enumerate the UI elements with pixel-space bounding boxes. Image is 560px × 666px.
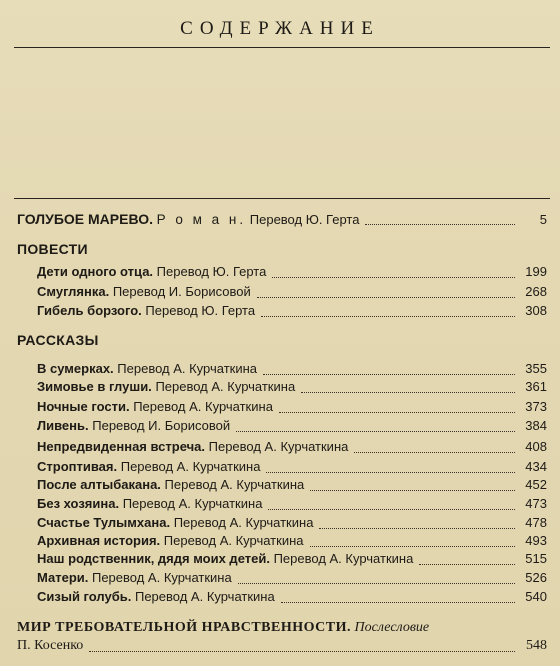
leader-dots [281, 601, 515, 603]
toc-entry[interactable] [37, 477, 547, 495]
entry-page: 452 [525, 477, 547, 492]
entry-label: Послесловие [354, 620, 430, 635]
toc-entry[interactable] [37, 379, 547, 397]
entry-translator: Перевод А. Курчаткина [164, 477, 305, 492]
section-heading-povesti: ПОВЕСТИ [17, 241, 88, 257]
toc-entry-afterword-author[interactable] [17, 638, 547, 656]
toc-entry[interactable] [37, 303, 547, 321]
entry-page: 5 [539, 212, 547, 227]
entry-translator: Перевод И. Борисовой [92, 418, 231, 433]
toc-entry[interactable] [37, 533, 547, 551]
entry-title: Смуглянка. [37, 284, 110, 299]
entry-translator: Перевод А. Курчаткина [134, 589, 275, 604]
entry-title: Непредвиденная встреча. [37, 439, 205, 454]
toc-entry[interactable] [37, 264, 547, 282]
entry-translator: Перевод Ю. Герта [145, 303, 256, 318]
entry-translator: Перевод Ю. Герта [156, 264, 267, 279]
entry-page: 355 [525, 361, 547, 376]
leader-dots [354, 451, 515, 453]
leader-dots [419, 563, 515, 565]
entry-page: 199 [525, 264, 547, 279]
entry-title: Наш родственник, дядя моих детей. [37, 551, 270, 566]
leader-dots [365, 223, 515, 225]
entry-translator: Перевод А. Курчаткина [273, 551, 414, 566]
entry-title: ГОЛУБОЕ МАРЕВО. [17, 211, 153, 227]
entry-title: После алтыбакана. [37, 477, 161, 492]
entry-page: 408 [525, 439, 547, 454]
entry-page: 384 [525, 418, 547, 433]
entry-author: П. Косенко [17, 638, 84, 653]
entry-page: 268 [525, 284, 547, 299]
entry-title: Ночные гости. [37, 399, 130, 414]
leader-dots [319, 527, 515, 529]
leader-dots [266, 471, 515, 473]
entry-title: Гибель борзого. [37, 303, 142, 318]
entry-translator: Перевод А. Курчаткина [133, 399, 273, 414]
entry-translator: Перевод Ю. Герта [249, 212, 360, 227]
toc-entry-afterword[interactable] [17, 620, 547, 638]
toc-entry[interactable] [37, 496, 547, 514]
entry-translator: Перевод А. Курчаткина [91, 570, 232, 585]
leader-dots [257, 296, 515, 298]
entry-title: Архивная история. [37, 533, 161, 548]
entry-translator: Перевод А. Курчаткина [117, 361, 258, 376]
entry-page: 361 [525, 379, 547, 394]
entry-page: 473 [525, 496, 547, 511]
toc-entry[interactable] [37, 418, 547, 436]
entry-page: 540 [525, 589, 547, 604]
leader-dots [301, 391, 515, 393]
entry-page: 373 [525, 399, 547, 414]
leader-dots [236, 430, 515, 432]
leader-dots [272, 276, 515, 278]
toc-entry[interactable] [37, 439, 547, 457]
leader-dots [238, 582, 515, 584]
entry-page: 493 [525, 533, 547, 548]
leader-dots [310, 489, 515, 491]
entry-title: Без хозяина. [37, 496, 120, 511]
entry-translator: Перевод А. Курчаткина [155, 379, 296, 394]
entry-translator: Перевод А. Курчаткина [208, 439, 349, 454]
entry-title: Зимовье в глуши. [37, 379, 152, 394]
leader-dots [261, 315, 515, 317]
entry-title: Сизый голубь. [37, 589, 132, 604]
entry-genre: Р о м а н. [156, 212, 247, 227]
entry-title: Строптивая. [37, 459, 118, 474]
entry-translator: Перевод А. Курчаткина [122, 496, 263, 511]
toc-entry[interactable] [37, 570, 547, 588]
leader-dots [279, 411, 515, 413]
toc-entry[interactable] [37, 551, 547, 569]
entry-page: 478 [525, 515, 547, 530]
entry-title: Матери. [37, 570, 89, 585]
entry-translator: Перевод А. Курчаткина [120, 459, 261, 474]
toc-entry[interactable] [37, 284, 547, 302]
page-title: СОДЕРЖАНИЕ [180, 18, 380, 39]
leader-dots [89, 650, 515, 652]
entry-translator: Перевод А. Курчаткина [173, 515, 314, 530]
entry-page: 308 [525, 303, 547, 318]
section-heading-rasskazy: РАССКАЗЫ [17, 332, 99, 348]
entry-page: 515 [525, 551, 547, 566]
toc-entry[interactable] [37, 515, 547, 533]
toc-entry[interactable] [37, 361, 547, 379]
entry-translator: Перевод А. Курчаткина [163, 533, 304, 548]
entry-title: В сумерках. [37, 361, 114, 376]
entry-page: 526 [525, 570, 547, 585]
entry-translator: Перевод И. Борисовой [112, 284, 251, 299]
entry-page: 434 [525, 459, 547, 474]
leader-dots [263, 373, 515, 375]
entry-title: МИР ТРЕБОВАТЕЛЬНОЙ НРАВСТВЕННОСТИ. [17, 620, 352, 635]
mid-rule [14, 198, 550, 199]
entry-title: Ливень. [37, 418, 89, 433]
toc-entry-novel[interactable] [17, 211, 547, 229]
top-rule [14, 47, 550, 48]
toc-entry[interactable] [37, 589, 547, 607]
leader-dots [310, 545, 516, 547]
entry-page: 548 [526, 638, 547, 653]
toc-entry[interactable] [37, 399, 547, 417]
toc-entry[interactable] [37, 459, 547, 477]
leader-dots [268, 508, 515, 510]
entry-title: Счастье Тулымхана. [37, 515, 171, 530]
entry-title: Дети одного отца. [37, 264, 154, 279]
